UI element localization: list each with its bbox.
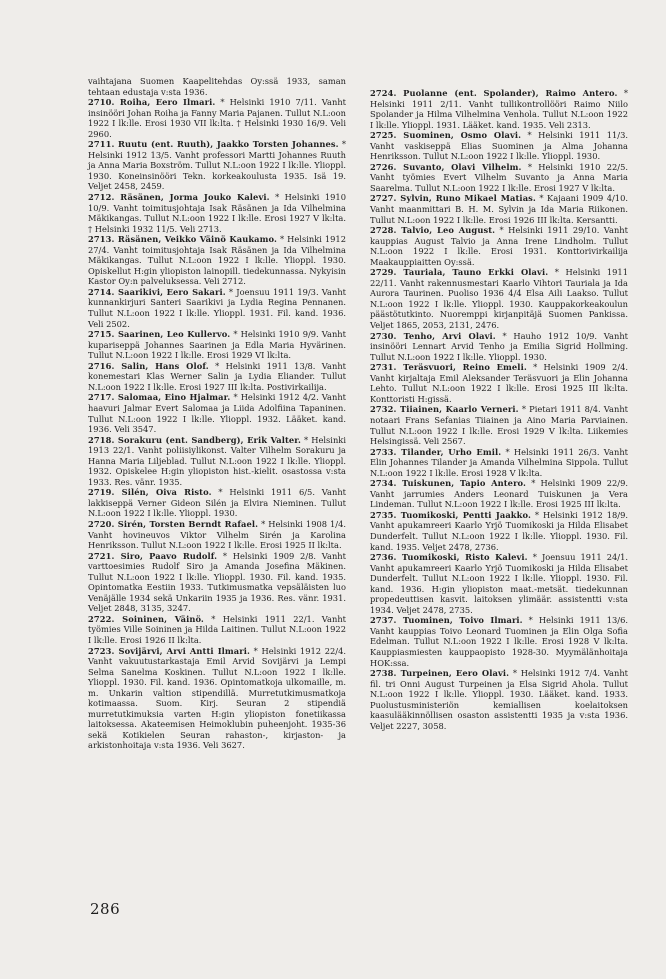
- register-entry: [370, 130, 628, 162]
- right-column: [370, 88, 628, 731]
- register-entry: [370, 615, 628, 668]
- entry-text: * Helsinki 1911 6/5. Vanht lakkiseppä Verner Gideon Silén ja Elvira Nieminen. Tullut N.L:oon 1922 I lk:lle. Ylioppl. 1930.: [88, 487, 346, 519]
- register-entry: [370, 225, 628, 267]
- entry-text: * Helsinki 1912 13/5. Vanht professori Martti Johannes Ruuth ja Anna Maria Boxström. Tullut N.L:oon 1922 I lk:lle. Ylioppl. 1930. Koneinsinööri Tekn. korkeakoulusta 1935. Isä 19. Veljet 2458, 2459.: [88, 139, 347, 192]
- register-entry: [88, 551, 346, 614]
- entry-heading: 2734. Tuiskunen, Tapio Antero.: [370, 478, 527, 489]
- entry-heading: 2714. Saarikivi, Eero Sakari.: [88, 286, 226, 297]
- entry-text: * Helsinki 1910 22/5. Vanht työmies Evert Vilhelm Suvanto ja Anna Maria Saarelma. Tullut N.L:oon 1922 I lk:lle. Erosi 1927 V lk:lta.: [370, 161, 628, 193]
- register-entry: [88, 192, 346, 234]
- register-entry: [370, 510, 628, 552]
- entry-text: * Helsinki 1910 9/9. Vanht kupariseppä Johannes Saarinen ja Edla Maria Hyvärinen. Tullut N.L:oon 1922 I lk:lle. Erosi 1929 VI lk:lta.: [88, 329, 346, 361]
- entry-text: * Helsinki 1911 11/3. Vanht vaskiseppä Elias Suominen ja Alma Johanna Henriksson. Tullut N.L:oon 1922 I lk:lle. Ylioppl. 1930.: [370, 130, 628, 162]
- register-entry: [88, 76, 346, 97]
- entry-text: * Helsinki 1909 22/9. Vanht jarrumies Anders Leonard Tuiskunen ja Vera Lindeman. Tullut N.L:oon 1922 I lk:lle. Erosi 1925 III lk:lta.: [370, 478, 628, 510]
- register-entry: [88, 435, 346, 488]
- register-entry: [370, 447, 628, 479]
- entry-heading: 2722. Soininen, Väinö.: [88, 613, 204, 624]
- entry-heading: 2731. Teräsvuori, Reino Emeli.: [370, 362, 527, 373]
- entry-text: * Helsinki 1912 22/4. Vanht vakuutustarkastaja Emil Arvid Sovijärvi ja Lempi Selma Sanelma Koskinen. Tullut N.L:oon 1922 I lk:lle. Ylioppl. 1930. Fil. kand. 1936. Opintomatkoja ulkomaille, m. m. Unkarin valtion stipendillä. Murretutkimusmatkoja kotimaassa. Suom. Kirj. Seuran 2 stipendiä murretutkimuksia varten H:gin yliopiston fonetiikassa laitoksessa. Akateemisen Heimoklubin puheenjoht. 1935-36 sekä Kotikielen Seuran rahaston-, kirjaston- ja arkistonhoitaja v:sta 1936. Veli 3627.: [88, 645, 346, 751]
- entry-heading: 2715. Saarinen, Leo Kullervo.: [88, 329, 231, 340]
- register-entry: [88, 234, 346, 287]
- register-entry: [370, 88, 628, 130]
- entry-heading: 2711. Ruutu (ent. Ruuth), Jaakko Torsten Johannes.: [88, 139, 339, 150]
- entry-text: * Helsinki 1912 27/4. Vanht toimitusjohtaja Isak Räsänen ja Ida Vilhelmina Mäkikangas. Tullut N.L:oon 1922 I lk:lle. Ylioppl. 1930. Opiskellut H:gin yliopiston lainopill. tiedekunnassa. Nykyisin Kastor Oy:n palveluksessa. Veli 2712.: [88, 234, 346, 287]
- entry-text: * Helsinki 1911 22/11. Vanht rakennusmestari Kaarlo Vihtori Tauriala ja Ida Aurora Taurinen. Puoliso 1936 4/4 Elsa Aili Laakso. Tullut N.L:oon 1922 I lk:lle. Ylioppl. 1930. Kauppakorkeakoulun päästötutkinto. Nuoremppi kirjanpitäjä Suomen Pankissa. Veljet 1865, 2053, 2131, 2476.: [370, 267, 628, 331]
- register-entry: [88, 487, 346, 519]
- entry-heading: 2728. Talvio, Leo August.: [370, 225, 496, 236]
- entry-heading: 2736. Tuomikoski, Risto Kalevi.: [370, 552, 528, 563]
- entry-text: * Helsinki 1910 10/9. Vanht toimitusjohtaja Isak Räsänen ja Ida Vilhelmina Mäkikangas. Tullut N.L:oon 1922 I lk:lle. Erosi 1927 V lk:lta. † Helsinki 1932 11/5. Veli 2713.: [88, 192, 346, 234]
- register-entry: [370, 267, 628, 330]
- entry-text: * Helsinki 1913 22/1. Vanht poliisiylikonst. Valter Vilhelm Sorakuru ja Hanna Maria Liljeblad. Tullut N.L:oon 1922 I lk:lle. Ylioppl. 1932. Opiskelee H:gin yliopiston hist.-kielit. osastossa v:sta 1933. Res. vänr. 1935.: [88, 434, 346, 487]
- register-entry: [370, 404, 628, 446]
- entry-heading: 2723. Sovijärvi, Arvi Antti Ilmari.: [88, 645, 250, 656]
- register-entry: [88, 646, 346, 751]
- entry-heading: 2729. Tauriala, Tauno Erkki Olavi.: [370, 267, 549, 278]
- entry-text: vaihtajana Suomen Kaapelitehdas Oy:ssä 1933, saman tehtaan edustaja v:sta 1936.: [88, 76, 346, 97]
- register-entry: [88, 287, 346, 329]
- entry-heading: 2717. Salomaa, Eino Hjalmar.: [88, 392, 231, 403]
- register-entry: [370, 552, 628, 615]
- register-entry: [88, 392, 346, 434]
- register-entry: [88, 361, 346, 393]
- register-entry: [370, 331, 628, 363]
- entry-text: * Helsinki 1911 29/10. Vanht kauppias August Talvio ja Anna Irene Lindholm. Tullut N.L:oon 1922 I lk:lle. Erosi 1931. Konttorivirkailija Maakauppiaitten Oy:ssä.: [370, 225, 628, 267]
- entry-text: * Joensuu 1911 24/1. Vanht apukamreeri Kaarlo Yrjö Tuomikoski ja Hilda Elisabet Dunderfelt. Tullut N.L:oon 1922 I lk:lle. Ylioppl. 1930. Fil. kand. 1936. H:gin yliopiston maat.-metsät. tiedekunnan propedeuttisen kasvit. laitoksen ylimäär. assistentti v:sta 1934. Veljet 2478, 2735.: [370, 552, 628, 615]
- entry-heading: 2724. Puolanne (ent. Spolander), Raimo Antero.: [370, 88, 618, 98]
- entry-text: * Pietari 1911 8/4. Vanht notaari Frans Sefanias Tiiainen ja Aino Maria Parviainen. Tullut N.L:oon 1922 I lk:lle. Erosi 1929 V lk:lta. Liikemies Helsingissä. Veli 2567.: [370, 404, 628, 447]
- entry-heading: 2713. Räsänen, Veikko Väinö Kaukamo.: [88, 234, 278, 245]
- entry-text: * Hauho 1912 10/9. Vanht insinööri Lennart Arvid Tenho ja Emilia Sigrid Hollming. Tullut N.L:oon 1922 I lk:lle. Ylioppl. 1930.: [370, 330, 629, 362]
- entry-text: * Helsinki 1912 4/2. Vanht haavuri Jalmar Evert Salomaa ja Liida Adolfiina Tapaninen. Tullut N.L:oon 1922 I lk:lle. Ylioppl. 1932. Lääket. kand. 1936. Veli 3547.: [88, 392, 347, 435]
- register-entry: [370, 478, 628, 510]
- register-entry: [88, 97, 346, 139]
- entry-text: * Joensuu 1911 19/3. Vanht kunnankirjuri Santeri Saarikivi ja Lydia Regina Pennanen. Tullut N.L:oon 1922 I lk:lle. Ylioppl. 1931. Fil. kand. 1936. Veli 2502.: [88, 286, 346, 329]
- entry-text: * Helsinki 1911 2/11. Vanht tullikontrollööri Raimo Niilo Spolander ja Hilma Vilhelmina Venhola. Tullut N.L:oon 1922 I lk:lle. Ylioppl. 1931. Lääket. kand. 1935. Veli 2313.: [370, 88, 628, 130]
- entry-heading: 2726. Suvanto, Olavi Vilhelm.: [370, 161, 522, 172]
- left-column: [88, 76, 346, 751]
- entry-text: * Helsinki 1912 18/9. Vanht apukamreeri Kaarlo Yrjö Tuomikoski ja Hilda Elisabet Dunderfelt. Tullut N.L:oon 1922 I lk:lle. Ylioppl. 1930. Fil. kand. 1935. Veljet 2478, 2736.: [370, 509, 628, 552]
- page-number: 286: [90, 900, 121, 918]
- entry-heading: 2732. Tiiainen, Kaarlo Verneri.: [370, 404, 519, 415]
- entry-heading: 2737. Tuominen, Toivo Ilmari.: [370, 615, 523, 626]
- entry-heading: 2721. Siro, Paavo Rudolf.: [88, 550, 218, 561]
- entry-heading: 2738. Turpeinen, Eero Olavi.: [370, 668, 510, 679]
- entry-text: * Helsinki 1909 2/8. Vanht varttoesimies Rudolf Siro ja Amanda Josefina Mäkinen. Tullut N.L:oon 1922 I lk:lle. Ylioppl. 1930. Fil. kand. 1935. Opintomatka Eestiin 1933. Tutkimusmatka vepsäläisten luo Venäjälle 1934 sekä Unkariin 1935 ja 1936. Res. vänr. 1931. Veljet 2848, 3135, 3247.: [88, 550, 346, 614]
- entry-text: * Helsinki 1911 13/6. Vanht kauppias Toivo Leonard Tuominen ja Elin Olga Sofia Edelman. Tullut N.L:oon 1922 I lk:lle. Erosi 1928 V lk:lta. Kauppiasmiesten kauppaopisto 1928-30. Myymälänhoitaja HOK:ssa.: [370, 615, 628, 668]
- entry-heading: 2733. Tilander, Urho Emil.: [370, 446, 502, 457]
- entry-text: * Helsinki 1912 7/4. Vanht fil. tri Onni August Turpeinen ja Elsa Sigrid Ahola. Tullut N.L:oon 1922 I lk:lle. Ylioppl. 1930. Lääket. kand. 1933. Puolustusministeriön kemiallisen koelaitoksen kaasulääkinnöllisen osaston assistentti 1935 ja v:sta 1936. Veljet 2227, 3058.: [370, 668, 628, 731]
- entry-heading: 2719. Silén, Oiva Risto.: [88, 487, 212, 498]
- entry-text: * Helsinki 1911 13/8. Vanht konemestari Klas Werner Salin ja Lydia Eliander. Tullut N.L:oon 1922 I lk:lle. Erosi 1927 III lk:lta. Postivirkailija.: [88, 360, 347, 392]
- entry-text: * Helsinki 1911 22/1. Vanht työmies Ville Soininen ja Hilda Laitinen. Tullut N.L:oon 1922 I lk:lle. Erosi 1926 II lk:lta.: [88, 613, 346, 645]
- entry-heading: 2725. Suominen, Osmo Olavi.: [370, 130, 522, 141]
- entry-heading: 2716. Salin, Hans Olof.: [88, 360, 209, 371]
- register-entry: [88, 519, 346, 551]
- register-entry: [88, 139, 346, 192]
- register-entry: [370, 162, 628, 194]
- entry-text: * Helsinki 1910 7/11. Vanht insinööri Johan Roiha ja Fanny Maria Pajanen. Tullut N.L:oon 1922 I lk:lle. Erosi 1930 VII lk:lta. † Helsinki 1930 16/9. Veli 2960.: [88, 97, 346, 139]
- entry-heading: 2712. Räsänen, Jorma Jouko Kalevi.: [88, 192, 270, 203]
- register-entry: [370, 193, 628, 225]
- entry-text: * Kajaani 1909 4/10. Vanht maanmittari B. H. M. Sylvin ja Ida Maria Riikonen. Tullut N.L:oon 1922 I lk:lle. Erosi 1926 III lk:lta. Kersantti.: [370, 193, 628, 225]
- entry-text: * Helsinki 1909 2/4. Vanht kirjaltaja Emil Aleksander Teräsvuori ja Elin Johanna Lehto. Tullut N.L:oon 1922 I lk:lle. Erosi 1925 III lk:lta. Konttoristi H:gissä.: [370, 362, 628, 404]
- register-entry: [370, 362, 628, 404]
- entry-heading: 2710. Roiha, Eero Ilmari.: [88, 97, 216, 108]
- entry-heading: 2720. Sirén, Torsten Berndt Rafael.: [88, 518, 259, 529]
- entry-heading: 2735. Tuomikoski, Pentti Jaakko.: [370, 509, 531, 520]
- entry-heading: 2727. Sylvin, Runo Mikael Matias.: [370, 193, 536, 204]
- entry-heading: 2730. Tenho, Arvi Olavi.: [370, 330, 496, 341]
- register-entry: [88, 614, 346, 646]
- entry-heading: 2718. Sorakuru (ent. Sandberg), Erik Valter.: [88, 434, 301, 445]
- entry-text: * Helsinki 1911 26/3. Vanht Elin Johannes Tilander ja Amanda Vilhelmina Sippola. Tullut N.L:oon 1922 I lk:lle. Erosi 1928 V lk:lta.: [370, 446, 628, 478]
- register-entry: [88, 329, 346, 361]
- entry-text: * Helsinki 1908 1/4. Vanht hovineuvos Viktor Vilhelm Sirén ja Karolina Henriksson. Tullut N.L:oon 1922 I lk:lle. Erosi 1925 II lk:lta.: [88, 518, 346, 551]
- register-entry: [370, 668, 628, 731]
